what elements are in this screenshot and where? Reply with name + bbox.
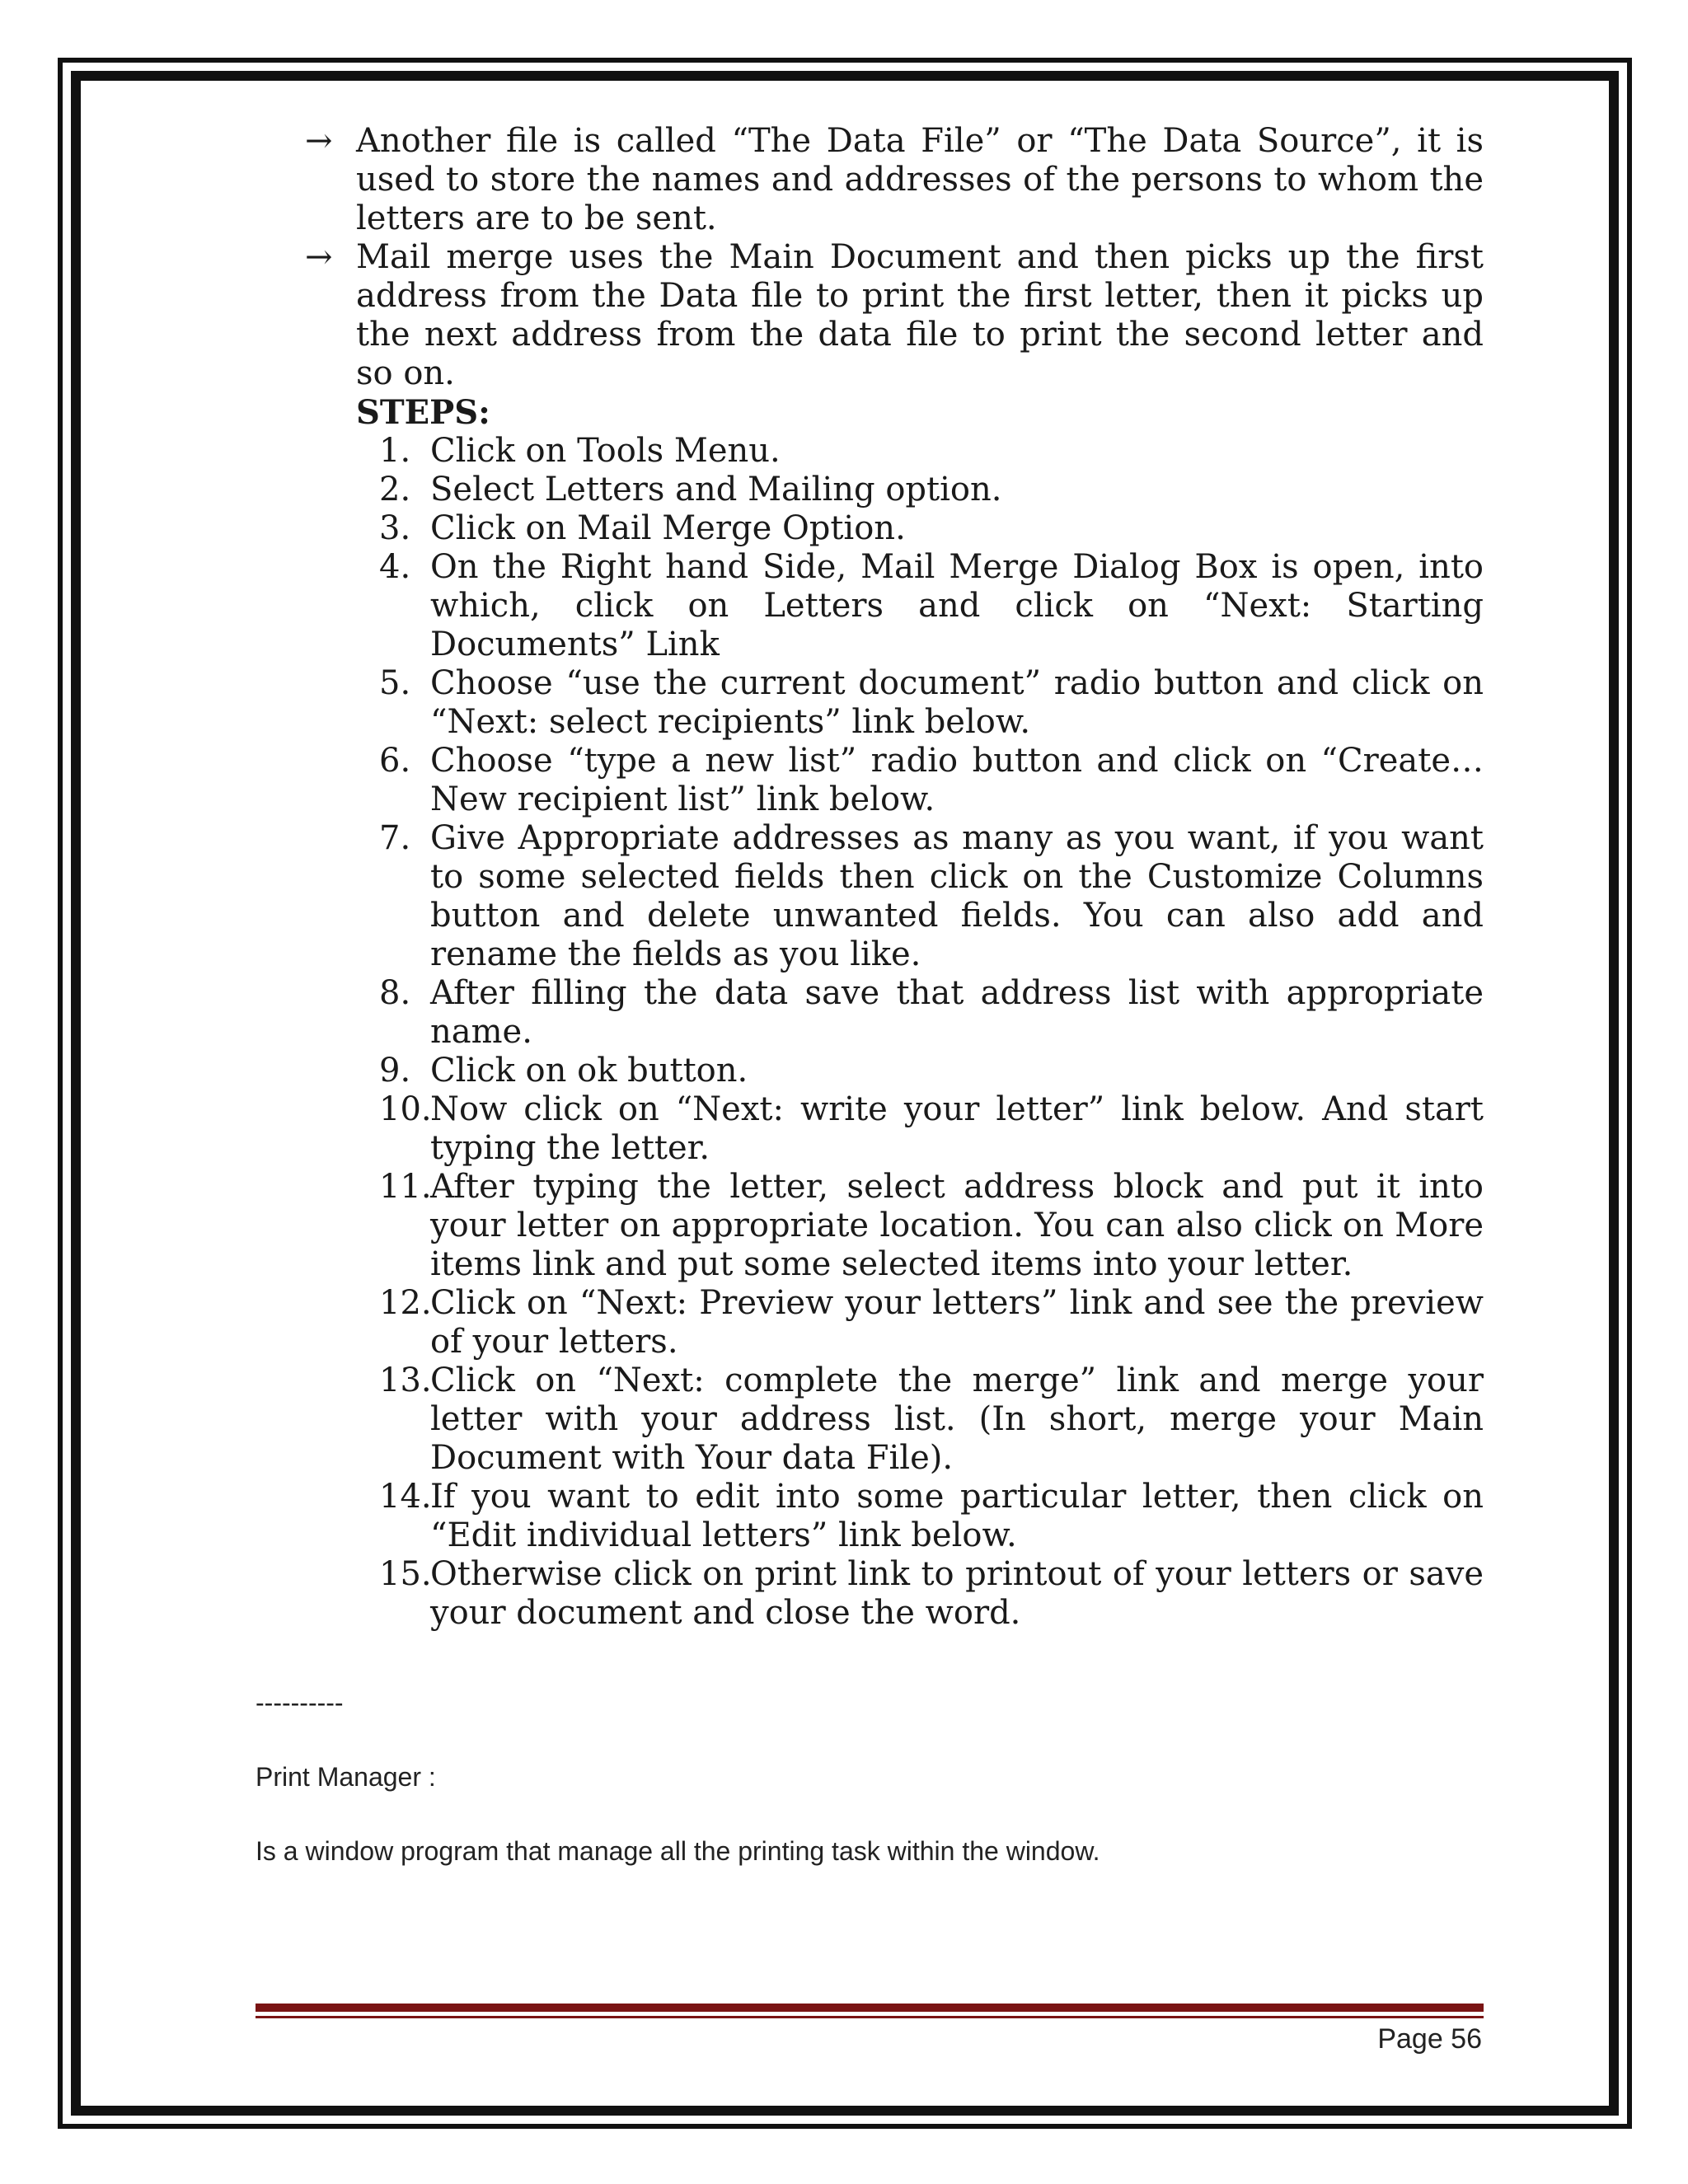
bullet-text: Mail merge uses the Main Document and then picks up the first address from the Data file to print the first letter, then it picks up the next address from the data file to print the second letter and so on. [356, 238, 1484, 392]
step-text: On the Right hand Side, Mail Merge Dialog Box is open, into which, click on Letters and click on “Next: Starting Documents” Link [430, 548, 1484, 663]
step-text: Otherwise click on print link to printout of your letters or save your document and close the word. [430, 1555, 1484, 1632]
step-text: Click on Tools Menu. [430, 432, 781, 470]
list-item [305, 509, 1484, 548]
step-number: 10. [379, 1090, 432, 1128]
bullet-text: Another file is called “The Data File” or “The Data Source”, it is used to store the names and addresses of the persons to whom the letters are to be sent. [356, 122, 1484, 237]
step-number: 11. [379, 1168, 432, 1206]
bullet-item [305, 238, 1484, 393]
list-item [305, 1555, 1484, 1633]
footer-rule-thin [256, 2016, 1484, 2018]
step-text: Click on “Next: complete the merge” link and merge your letter with your address list. (In short, merge your Main Document with Your data File). [430, 1361, 1484, 1477]
step-text: Choose “use the current document” radio button and click on “Next: select recipients” link below. [430, 664, 1484, 741]
list-item [305, 548, 1484, 664]
step-number: 9. [379, 1052, 411, 1090]
list-item [305, 432, 1484, 471]
step-text: If you want to edit into some particular letter, then click on “Edit individual letters” link below. [430, 1478, 1484, 1554]
step-number: 12. [379, 1284, 432, 1322]
step-number: 7. [379, 819, 411, 857]
list-item [305, 664, 1484, 742]
section-title: Print Manager : [256, 1762, 436, 1792]
list-item [305, 1284, 1484, 1361]
arrow-icon: → [305, 238, 333, 276]
step-text: After filling the data save that address list with appropriate name. [430, 974, 1484, 1051]
page-number: Page 56 [1377, 2023, 1482, 2055]
step-text: Now click on “Next: write your letter” link below. And start typing the letter. [430, 1090, 1484, 1167]
separator-line: ---------- [256, 1688, 344, 1718]
step-number: 5. [379, 664, 411, 702]
list-item [305, 1168, 1484, 1284]
step-text: Give Appropriate addresses as many as you want, if you want to some selected fields then click on the Customize Columns button and delete unwanted fields. You can also add and rename the fields as you like. [430, 819, 1484, 973]
step-text: Click on ok button. [430, 1052, 748, 1090]
steps-heading: STEPS: [356, 393, 490, 432]
step-number: 14. [379, 1478, 432, 1516]
step-text: After typing the letter, select address block and put it into your letter on appropriate location. You can also click on More items link and put some selected items into your letter. [430, 1168, 1484, 1283]
list-item [305, 974, 1484, 1052]
step-number: 1. [379, 432, 411, 470]
step-number: 2. [379, 471, 411, 509]
list-item [305, 471, 1484, 509]
list-item [305, 742, 1484, 819]
step-number: 13. [379, 1361, 432, 1399]
list-item [305, 1052, 1484, 1090]
step-number: 6. [379, 742, 411, 780]
list-item [305, 1361, 1484, 1478]
step-text: Click on Mail Merge Option. [430, 509, 906, 547]
step-text: Click on “Next: Preview your letters” link and see the preview of your letters. [430, 1284, 1484, 1361]
step-number: 3. [379, 509, 411, 547]
step-text: Choose “type a new list” radio button and click on “Create… New recipient list” link below. [430, 742, 1484, 818]
step-number: 8. [379, 974, 411, 1012]
list-item [305, 1090, 1484, 1168]
steps-list [305, 432, 1484, 1633]
step-number: 4. [379, 548, 411, 586]
bullet-item [305, 122, 1484, 238]
step-text: Select Letters and Mailing option. [430, 471, 1002, 509]
step-number: 15. [379, 1555, 432, 1593]
list-item [305, 819, 1484, 974]
arrow-icon: → [305, 122, 333, 160]
list-item [305, 1478, 1484, 1555]
section-text: Is a window program that manage all the printing task within the window. [256, 1836, 1100, 1866]
footer-rule [256, 2004, 1484, 2012]
page-body [305, 122, 1484, 1633]
